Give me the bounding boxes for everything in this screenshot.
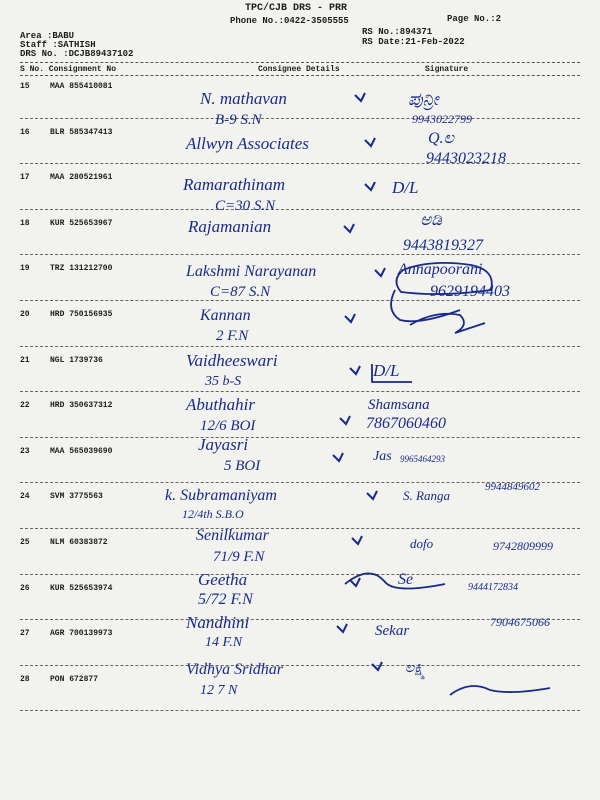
hw-r21-addr: 35 b-S [205,374,242,389]
header-divider-top [20,62,580,63]
row-consignment-number: MAA 565039690 [50,446,113,456]
hw-r22-sign: Shamsana [368,397,430,413]
hw-r17-addr: C=30 S.N [215,198,276,214]
row-serial-number: 16 [20,127,30,137]
table-row [0,445,600,492]
hw-r19-addr: C=87 S.N [210,284,271,300]
row-serial-number: 22 [20,401,30,411]
hw-r19-phone: 9629194403 [430,283,510,300]
hw-r17-name: Ramarathinam [183,175,285,194]
hw-r24-addr: 12/4th S.B.O [182,507,244,521]
row-divider [20,665,580,666]
hw-r27-phone: 7904675066 [490,615,550,629]
row-consignment-number: KUR 525653967 [50,218,113,228]
row-consignment-number: SVM 3775563 [50,492,103,502]
table-row [0,262,600,309]
hw-r15-phone: 9943022799 [412,112,472,126]
row-consignment-number: PON 672877 [50,674,99,684]
table-row [0,171,600,218]
hw-r25-name: Senilkumar [196,527,269,544]
staff-label: Staff :SATHISH [20,40,96,50]
row-serial-number: 28 [20,674,30,684]
hw-r22-name: Abuthahir [186,395,255,414]
row-consignment-number: MAA 280521961 [50,173,113,183]
table-row [0,627,600,674]
column-sno-header: S No. Consignment No [20,65,117,74]
hw-r25-addr: 71/9 F.N [213,549,265,565]
row-consignment-number: BLR 585347413 [50,127,113,137]
table-row [0,490,600,537]
hw-r25-sign: dofo [410,536,434,551]
table-row [0,217,600,264]
row-serial-number: 17 [20,173,30,183]
hw-r18-sign: ಅಡಿ [420,210,442,229]
row-serial-number: 19 [20,264,30,274]
row-divider [20,300,580,301]
hw-r23-name: Jayasri [198,435,249,454]
row-serial-number: 23 [20,446,30,456]
row-consignment-number: NGL 1739736 [50,355,103,365]
hw-r27-addr: 14 F.N [205,635,243,650]
hw-r23-addr: 5 BOI [224,458,261,474]
rs-number: RS No.:894371 [362,27,433,37]
table-row [0,80,600,127]
drs-number: DRS No. :DCJB89437102 [20,49,134,59]
row-serial-number: 21 [20,355,30,365]
row-divider [20,391,580,392]
hw-r20-addr: 2 F.N [216,328,249,344]
column-signature-header: Signature [425,65,469,74]
row-consignment-number: HRD 350637312 [50,401,113,411]
hw-r15-sign: ಪುನ್ರೀ [408,89,439,109]
hw-r18-phone: 9443819327 [403,237,483,254]
hw-r19-sign: Annapoorani [398,261,483,278]
hw-r21-dl: D/L [373,361,400,380]
hw-r16-sign: Q.ಲ [428,130,454,147]
row-consignment-number: KUR 525653974 [50,583,113,593]
hw-r19-name: Lakshmi Narayanan [186,263,317,280]
hw-r26-phone: 9444172834 [468,582,518,593]
table-row [0,536,600,583]
row-divider [20,163,580,164]
hw-r16-phone: 9443023218 [426,150,506,167]
row-divider [20,254,580,255]
hw-r22-phone: 7867060460 [366,415,446,432]
row-divider [20,528,580,529]
hw-r16-name: Allwyn Associates [186,134,309,153]
phone-number: Phone No.:0422-3505555 [230,16,349,26]
row-consignment-number: AGR 700139973 [50,629,113,639]
sheet-title: TPC/CJB DRS - PRR [245,3,348,14]
hw-r18-name: Rajamanian [188,217,272,236]
row-serial-number: 20 [20,310,30,319]
row-divider [20,619,580,620]
row-divider [20,209,580,210]
hw-r28-name: Vidhya Sridhar [186,661,284,678]
table-row [0,399,600,446]
hw-r23-phone: 9965464293 [400,454,445,464]
row-divider [20,574,580,575]
row-divider [20,346,580,347]
hw-r27-name: Nandhini [186,613,250,632]
rs-date: RS Date:21-Feb-2022 [362,37,465,47]
hw-r24-sign: S. Ranga [403,488,450,503]
hw-r26-sign: Se [398,571,414,588]
header-divider-bottom [20,75,580,76]
hw-r20-name: Kannan [200,307,251,324]
hw-r27-sign: Sekar [375,623,410,639]
row-consignment-number: HRD 750156935 [50,310,113,319]
hw-r15-name: N. mathavan [200,89,287,108]
hw-r24-phone: 9944849602 [485,481,540,493]
hw-r15-addr: B-9 S.N [215,112,262,128]
page-number: Page No.:2 [447,14,502,24]
column-consignee-header: Consignee Details [258,65,340,74]
table-row [0,126,600,173]
row-consignment-number: TRZ 131212700 [50,264,113,274]
row-serial-number: 25 [20,538,30,547]
row-serial-number: 18 [20,218,30,228]
row-divider [20,118,580,119]
row-divider [20,482,580,483]
table-row [0,354,600,401]
table-row [0,673,600,720]
row-serial-number: 24 [20,492,30,502]
row-consignment-number: NLM 60383872 [50,538,108,547]
hw-r21-name: Vaidheeswari [186,351,278,370]
row-consignment-number: MAA 855410081 [50,82,113,91]
table-row [0,582,600,629]
hw-r17-dl: D/L [392,178,419,197]
hw-r25-phone: 9742809999 [493,539,553,553]
row-serial-number: 15 [20,82,30,91]
area-label: Area :BABU [20,31,75,41]
hw-r28-sign: ಲಕ್ಷ್ಮಿ [405,661,426,676]
row-divider [20,710,580,711]
hw-r23-sign: Jas [373,449,392,464]
hw-r28-addr: 12 7 N [200,683,238,698]
hw-r26-addr: 5/72 F.N [198,591,253,608]
table-row [0,308,600,355]
hw-r22-addr: 12/6 BOI [200,418,256,434]
row-serial-number: 27 [20,629,30,639]
hw-r24-name: k. Subramaniyam [165,487,277,504]
row-serial-number: 26 [20,583,30,593]
row-divider [20,437,580,438]
hw-r26-name: Geetha [198,570,248,589]
